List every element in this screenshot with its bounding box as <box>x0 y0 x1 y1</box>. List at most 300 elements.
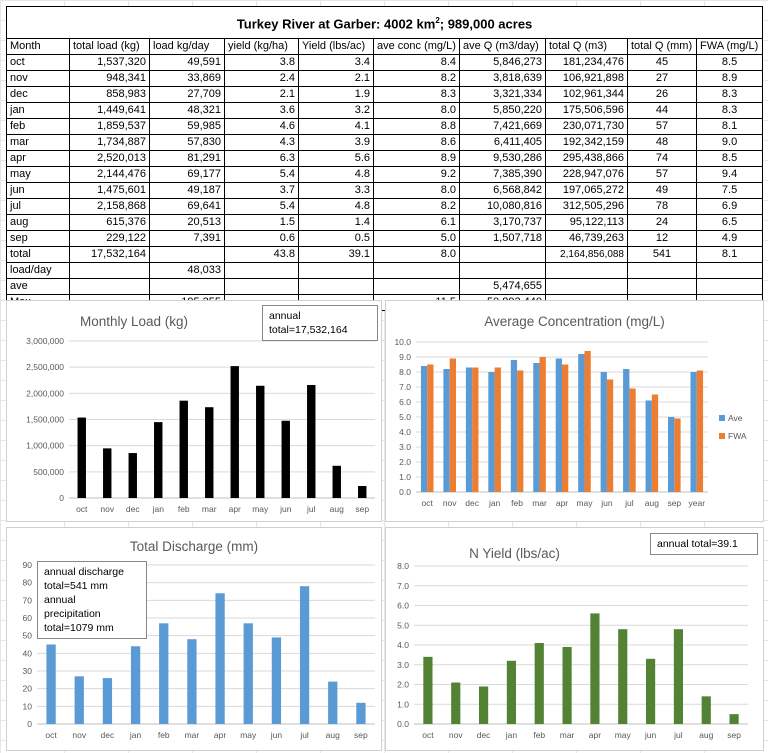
table-cell: 9,530,286 <box>460 151 546 167</box>
table-cell: 10,080,816 <box>460 199 546 215</box>
table-cell: 5.6 <box>299 151 374 167</box>
bar-ave <box>556 359 562 493</box>
table-cell: 27,709 <box>150 87 225 103</box>
table-row <box>7 119 763 135</box>
bar <box>231 366 239 498</box>
table-cell <box>546 279 628 295</box>
data-table <box>6 6 763 311</box>
x-tick-label: sep <box>667 498 682 508</box>
table-cell: 4.8 <box>299 167 374 183</box>
x-tick-label: aug <box>325 730 340 740</box>
table-cell: 3.9 <box>299 135 374 151</box>
x-tick-label: nov <box>100 504 115 514</box>
table-cell <box>374 279 460 295</box>
bar <box>103 678 112 724</box>
table-cell <box>697 279 763 295</box>
table-cell: 24 <box>628 215 697 231</box>
x-tick-label: apr <box>588 730 602 740</box>
table-cell: 5.4 <box>225 167 299 183</box>
x-tick-label: oct <box>422 730 434 740</box>
table-cell: 44 <box>628 103 697 119</box>
monthly-load-title: Monthly Load (kg) <box>79 314 189 329</box>
table-cell: 8.4 <box>374 55 460 71</box>
n-yield-chart <box>386 528 763 750</box>
avg-concentration-title: Average Concentration (mg/L) <box>484 314 665 329</box>
table-cell <box>70 263 150 279</box>
table-cell <box>697 263 763 279</box>
x-tick-label: may <box>252 504 269 514</box>
table-cell: 106,921,898 <box>546 71 628 87</box>
bar <box>103 448 111 498</box>
table-cell: 8.9 <box>697 71 763 87</box>
x-tick-label: apr <box>555 498 569 508</box>
table-cell: 12 <box>628 231 697 247</box>
bar <box>702 696 711 724</box>
table-cell: 57 <box>628 167 697 183</box>
table-header-cell: ave Q (m3/day) <box>460 39 546 55</box>
table-cell: jun <box>7 183 70 199</box>
table-cell: nov <box>7 71 70 87</box>
table-cell: 2.4 <box>225 71 299 87</box>
table-cell: 1.4 <box>299 215 374 231</box>
bar-fwa <box>584 351 590 492</box>
table-cell: 8.8 <box>374 119 460 135</box>
x-tick-label: jul <box>306 504 316 514</box>
y-tick-label: 2,000,000 <box>26 388 64 399</box>
y-tick-label: 4.0 <box>399 427 411 437</box>
table-cell: oct <box>7 55 70 71</box>
bar <box>131 646 140 724</box>
table-cell: 95,122,113 <box>546 215 628 231</box>
monthly-load-annotation <box>262 305 378 341</box>
table-cell: mar <box>7 135 70 151</box>
table-cell: 7,421,669 <box>460 119 546 135</box>
bar-fwa <box>472 368 478 493</box>
x-tick-label: may <box>576 498 593 508</box>
table-cell <box>150 247 225 263</box>
table-row <box>7 87 763 103</box>
y-tick-label: 3,000,000 <box>26 336 64 346</box>
bar-fwa <box>607 380 613 493</box>
table-cell: 46,739,263 <box>546 231 628 247</box>
table-cell <box>150 279 225 295</box>
table-cell: 45 <box>628 55 697 71</box>
table-cell: 8.6 <box>374 135 460 151</box>
bar <box>328 682 337 724</box>
table-cell: 6.5 <box>697 215 763 231</box>
x-tick-label: sep <box>354 730 368 740</box>
bar-fwa <box>540 357 546 492</box>
table-cell: 615,376 <box>70 215 150 231</box>
x-tick-label: jan <box>488 498 501 508</box>
legend-swatch <box>719 415 725 421</box>
table-row <box>7 71 763 87</box>
table-cell: 1,507,718 <box>460 231 546 247</box>
table-cell: 197,065,272 <box>546 183 628 199</box>
y-tick-label: 1,500,000 <box>26 414 64 425</box>
table-cell: 8.3 <box>374 87 460 103</box>
table-cell: 3.4 <box>299 55 374 71</box>
bar-ave <box>421 366 427 492</box>
y-tick-label: 0 <box>27 719 32 729</box>
y-tick-label: 2.0 <box>399 457 411 467</box>
table-cell: total <box>7 247 70 263</box>
annotation-line: total=17,532,164 <box>269 324 348 336</box>
y-tick-label: 80 <box>22 577 32 588</box>
table-cell: 4.6 <box>225 119 299 135</box>
bar-ave <box>623 369 629 492</box>
table-cell: 57 <box>628 119 697 135</box>
bar-fwa <box>674 419 680 493</box>
table-cell: 49,187 <box>150 183 225 199</box>
table-cell: 8.1 <box>697 247 763 263</box>
x-tick-label: oct <box>76 504 88 514</box>
table-row <box>7 151 763 167</box>
table-cell <box>628 279 697 295</box>
table-cell: 39.1 <box>299 247 374 263</box>
bar <box>356 703 365 724</box>
y-tick-label: 7.0 <box>397 580 409 591</box>
y-tick-label: 3.0 <box>399 442 411 452</box>
x-tick-label: aug <box>699 730 714 740</box>
table-cell: 78 <box>628 199 697 215</box>
table-cell: 3.7 <box>225 183 299 199</box>
table-row <box>7 135 763 151</box>
table-cell: jan <box>7 103 70 119</box>
bar-ave <box>578 354 584 492</box>
table-row <box>7 183 763 199</box>
n-yield-panel <box>385 527 764 751</box>
table-cell: 5,850,220 <box>460 103 546 119</box>
table-cell: 1.5 <box>225 215 299 231</box>
table-cell <box>460 263 546 279</box>
legend-label: Ave <box>728 413 743 423</box>
table-cell: 6.9 <box>697 199 763 215</box>
bar-ave <box>690 372 696 492</box>
table-cell: 6,411,405 <box>460 135 546 151</box>
x-tick-label: mar <box>201 504 217 514</box>
x-tick-label: jun <box>270 730 283 740</box>
y-tick-label: 10 <box>22 701 32 712</box>
table-cell: 948,341 <box>70 71 150 87</box>
bar <box>180 401 188 498</box>
y-tick-label: 30 <box>22 666 32 676</box>
annotation-line: total=541 mm <box>44 580 108 592</box>
table-cell: 8.2 <box>374 71 460 87</box>
table-cell: 1.9 <box>299 87 374 103</box>
bar-ave <box>668 417 674 492</box>
table-cell: 6,568,842 <box>460 183 546 199</box>
table-row <box>7 55 763 71</box>
table-cell <box>299 279 374 295</box>
table-cell: 1,734,887 <box>70 135 150 151</box>
bar <box>187 639 196 724</box>
table-cell: 2,144,476 <box>70 167 150 183</box>
bar-fwa <box>629 389 635 493</box>
bar-fwa <box>495 368 501 493</box>
bar <box>358 486 366 498</box>
table-cell: may <box>7 167 70 183</box>
table-cell: 8.1 <box>697 119 763 135</box>
bar <box>78 418 86 498</box>
table-header-cell: load kg/day <box>150 39 225 55</box>
table-cell: 5.0 <box>374 231 460 247</box>
table-cell: 26 <box>628 87 697 103</box>
table-cell: dec <box>7 87 70 103</box>
table-row <box>7 231 763 247</box>
x-tick-label: aug <box>644 498 659 508</box>
y-tick-label: 3.0 <box>397 659 409 670</box>
y-tick-label: 5.0 <box>399 412 411 422</box>
table-header-cell: total Q (mm) <box>628 39 697 55</box>
y-tick-label: 8.0 <box>399 367 411 377</box>
avg-concentration-panel <box>385 300 764 522</box>
bar <box>618 629 627 724</box>
bar <box>674 629 683 724</box>
bar <box>333 466 341 498</box>
table-cell: 2,520,013 <box>70 151 150 167</box>
x-tick-label: mar <box>559 730 575 740</box>
bar <box>562 647 571 724</box>
table-cell: 81,291 <box>150 151 225 167</box>
table-cell: 3,818,639 <box>460 71 546 87</box>
x-tick-label: feb <box>511 498 523 508</box>
table-cell: 1,537,320 <box>70 55 150 71</box>
x-tick-label: nov <box>72 730 87 740</box>
total-discharge-annotation <box>37 561 147 639</box>
y-tick-label: 6.0 <box>399 397 411 407</box>
y-tick-label: 0.0 <box>397 719 409 729</box>
table-title: Turkey River at Garber: 4002 $km^2$; 989,000 acres <box>7 7 763 39</box>
x-tick-label: may <box>240 730 257 740</box>
bar <box>159 623 168 724</box>
x-tick-label: jun <box>280 504 292 514</box>
table-cell: 2.1 <box>225 87 299 103</box>
x-tick-label: sep <box>355 504 370 514</box>
table-cell: 9.4 <box>697 167 763 183</box>
table-cell: 20,513 <box>150 215 225 231</box>
bar-ave <box>646 401 652 493</box>
table-cell: 33,869 <box>150 71 225 87</box>
bar-ave <box>443 369 449 492</box>
table-cell: 2,164,856,088 <box>546 247 628 263</box>
x-tick-label: feb <box>177 504 190 514</box>
x-tick-label: year <box>688 498 706 508</box>
legend-label: FWA <box>728 431 747 441</box>
n-yield-title: N Yield (lbs/ac) <box>469 546 560 561</box>
table-cell: 8.2 <box>374 199 460 215</box>
bar-fwa <box>427 365 433 493</box>
bar <box>423 657 432 724</box>
x-tick-label: mar <box>184 730 200 740</box>
y-tick-label: 2.0 <box>397 679 409 690</box>
bar <box>300 586 309 724</box>
table-cell: 57,830 <box>150 135 225 151</box>
bar-fwa <box>450 359 456 493</box>
table-cell: 48 <box>628 135 697 151</box>
x-tick-label: nov <box>442 498 457 508</box>
table-cell: 102,961,344 <box>546 87 628 103</box>
table-cell: 8.0 <box>374 247 460 263</box>
bar <box>256 386 264 498</box>
y-tick-label: 1.0 <box>399 472 411 482</box>
x-tick-label: dec <box>465 498 480 508</box>
table-cell: 43.8 <box>225 247 299 263</box>
table-header-cell: total Q (m3) <box>546 39 628 55</box>
x-tick-label: oct <box>421 498 433 508</box>
bar-fwa <box>697 371 703 493</box>
table-cell: 8.0 <box>374 183 460 199</box>
table-cell: 2.1 <box>299 71 374 87</box>
table-cell: 3,321,334 <box>460 87 546 103</box>
avg-concentration-chart <box>386 301 763 521</box>
x-tick-label: oct <box>45 730 57 740</box>
x-tick-label: nov <box>448 730 463 740</box>
total-discharge-panel <box>6 527 382 751</box>
bar <box>215 593 224 724</box>
table-cell: jul <box>7 199 70 215</box>
table-cell: feb <box>7 119 70 135</box>
bar-ave <box>511 360 517 492</box>
x-tick-label: dec <box>100 730 115 740</box>
table-cell: 1,449,641 <box>70 103 150 119</box>
table-cell: 858,983 <box>70 87 150 103</box>
table-cell: 17,532,164 <box>70 247 150 263</box>
table-cell: ave <box>7 279 70 295</box>
table-cell <box>374 263 460 279</box>
table-cell: 8.3 <box>697 87 763 103</box>
table-cell: 181,234,476 <box>546 55 628 71</box>
y-tick-label: 20 <box>22 683 32 694</box>
table-cell: 5,474,655 <box>460 279 546 295</box>
bar <box>451 683 460 724</box>
table-cell: 0.6 <box>225 231 299 247</box>
x-tick-label: apr <box>228 504 241 514</box>
table-header-cell: FWA (mg/L) <box>697 39 763 55</box>
x-tick-label: jul <box>300 730 309 740</box>
table-cell: 3,170,737 <box>460 215 546 231</box>
table-row <box>7 263 763 279</box>
table-cell: 48,321 <box>150 103 225 119</box>
table-header-cell: Yield (lbs/ac) <box>299 39 374 55</box>
x-tick-label: apr <box>213 730 227 740</box>
table-cell: 230,071,730 <box>546 119 628 135</box>
table-cell: 4.9 <box>697 231 763 247</box>
table-cell: 192,342,159 <box>546 135 628 151</box>
table-cell: 74 <box>628 151 697 167</box>
table-row <box>7 167 763 183</box>
x-tick-label: may <box>614 730 631 740</box>
bar <box>272 637 281 724</box>
y-tick-label: 60 <box>22 613 32 623</box>
x-tick-label: jan <box>129 730 142 740</box>
table-cell: 3.2 <box>299 103 374 119</box>
table-cell: 4.8 <box>299 199 374 215</box>
table-cell: 3.8 <box>225 55 299 71</box>
table-cell: 1,859,537 <box>70 119 150 135</box>
table-header-cell: total load (kg) <box>70 39 150 55</box>
x-tick-label: dec <box>125 504 140 514</box>
table-cell: 312,505,296 <box>546 199 628 215</box>
bar <box>154 422 162 498</box>
y-tick-label: 70 <box>22 595 32 606</box>
y-tick-label: 1,000,000 <box>26 440 64 451</box>
table-row <box>7 215 763 231</box>
annotation-line: precipitation <box>44 608 101 620</box>
bar <box>590 613 599 724</box>
table-cell: 4.3 <box>225 135 299 151</box>
y-tick-label: 500,000 <box>33 466 64 477</box>
table-cell <box>546 263 628 279</box>
table-cell: 8.0 <box>374 103 460 119</box>
table-cell: 3.6 <box>225 103 299 119</box>
y-tick-label: 2,500,000 <box>26 362 64 373</box>
bar-ave <box>601 372 607 492</box>
table-cell: sep <box>7 231 70 247</box>
y-tick-label: 6.0 <box>397 600 409 611</box>
table-cell: 49,591 <box>150 55 225 71</box>
table-row <box>7 279 763 295</box>
table-cell: 295,438,866 <box>546 151 628 167</box>
table-cell: 6.1 <box>374 215 460 231</box>
table-cell <box>460 247 546 263</box>
annotation-line: annual <box>44 594 76 606</box>
bar-ave <box>488 372 494 492</box>
y-tick-label: 8.0 <box>397 561 409 571</box>
bar-fwa <box>517 371 523 493</box>
x-tick-label: dec <box>476 730 491 740</box>
table-cell <box>299 263 374 279</box>
total-discharge-title: Total Discharge (mm) <box>129 539 259 554</box>
y-tick-label: 0.0 <box>399 487 411 497</box>
table-cell <box>225 279 299 295</box>
table-cell: 49 <box>628 183 697 199</box>
bar <box>205 407 213 498</box>
table-cell: aug <box>7 215 70 231</box>
table-cell <box>225 263 299 279</box>
y-tick-label: 7.0 <box>399 382 411 392</box>
legend-swatch <box>719 433 725 439</box>
x-tick-label: jul <box>625 498 634 508</box>
table-cell: 8.9 <box>374 151 460 167</box>
table-cell: 69,177 <box>150 167 225 183</box>
table-header-cell: yield (kg/ha) <box>225 39 299 55</box>
annotation-line: annual <box>269 310 301 322</box>
bar <box>646 659 655 724</box>
y-tick-label: 1.0 <box>397 699 409 710</box>
table-cell: 5.4 <box>225 199 299 215</box>
table-cell: 6.3 <box>225 151 299 167</box>
bar <box>282 421 290 498</box>
x-tick-label: jun <box>644 730 657 740</box>
table-cell: 48,033 <box>150 263 225 279</box>
monthly-load-panel <box>6 300 382 522</box>
table-cell: 1,475,601 <box>70 183 150 199</box>
table-cell: 8.3 <box>697 103 763 119</box>
table-cell: 59,985 <box>150 119 225 135</box>
table-cell: load/day <box>7 263 70 279</box>
annotation-line: total=1079 mm <box>44 622 114 634</box>
x-tick-label: jan <box>152 504 164 514</box>
table-cell: 5,846,273 <box>460 55 546 71</box>
table-row <box>7 247 763 263</box>
y-tick-label: 50 <box>22 630 32 641</box>
table-cell <box>628 263 697 279</box>
table-header-row <box>7 39 763 55</box>
table-header-cell: ave conc (mg/L) <box>374 39 460 55</box>
bar-fwa <box>562 365 568 493</box>
bar <box>729 714 738 724</box>
